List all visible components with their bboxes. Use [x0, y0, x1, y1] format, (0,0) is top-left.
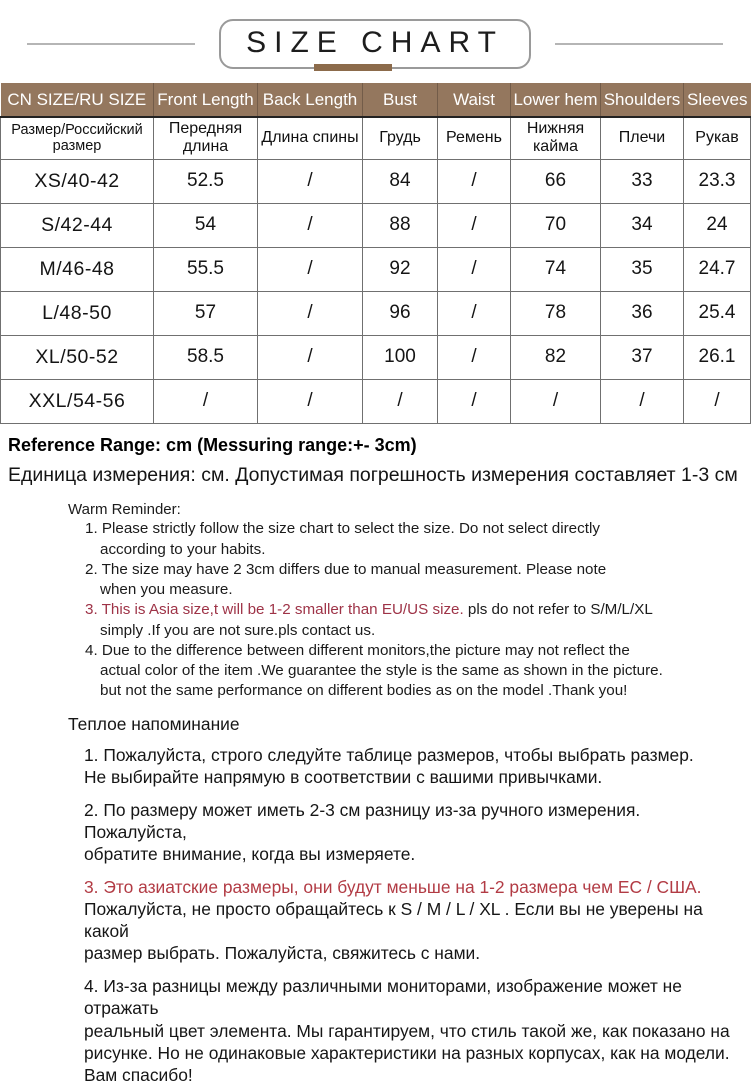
value-cell: / [438, 203, 511, 247]
column-header: Shoulders [601, 83, 684, 117]
value-cell: / [258, 379, 363, 423]
right-decorative-line [555, 43, 723, 45]
header-row-ru [1, 117, 751, 159]
value-cell: 37 [601, 335, 684, 379]
value-cell: 24.7 [684, 247, 751, 291]
title-box [219, 19, 531, 69]
value-cell: / [438, 291, 511, 335]
value-cell: 96 [363, 291, 438, 335]
value-cell: 88 [363, 203, 438, 247]
value-cell: 78 [511, 291, 601, 335]
column-header: Waist [438, 83, 511, 117]
size-table [0, 83, 751, 424]
reminder-item-en-2: 2. The size may have 2 3cm differs due to manual measurement. Please note when you measure. [85, 560, 607, 599]
value-cell: 100 [363, 335, 438, 379]
value-cell: 24 [684, 203, 751, 247]
value-cell: / [258, 159, 363, 203]
value-cell: / [601, 379, 684, 423]
size-cell: XXL/54-56 [1, 379, 154, 423]
value-cell: / [363, 379, 438, 423]
value-cell: 54 [154, 203, 258, 247]
value-cell: 23.3 [684, 159, 751, 203]
value-cell: / [258, 247, 363, 291]
table-row [1, 335, 751, 379]
value-cell: 82 [511, 335, 601, 379]
title-accent-bar [314, 64, 392, 71]
value-cell: / [258, 335, 363, 379]
value-cell: 34 [601, 203, 684, 247]
reminder-item-ru-2: 2. По размеру может иметь 2-3 см разницу из-за ручного измерения. Пожалуйста, обратите внимание, когда вы измеряете. [84, 799, 641, 864]
title-row [0, 21, 750, 66]
reminder-item-en-3-black-text: pls do not refer to S/M/L/XL simply .If you are not sure.pls contact us. [100, 601, 653, 639]
table-row [1, 159, 751, 203]
reminder-item-en-1: 1. Please strictly follow the size chart to select the size. Do not select directly according to your habits. [85, 520, 600, 558]
reminder-item-ru-1: 1. Пожалуйста, строго следуйте таблице размеров, чтобы выбрать размер. Не выбирайте напрямую в соответствии с вашими привычками. [84, 744, 694, 787]
value-cell: 55.5 [154, 247, 258, 291]
reminder-item-en-4: 4. Due to the difference between different monitors,the picture may not reflect the actual color of the item .We guarantee the style is the same as shown in the picture. but not the same performance on different bodies as on the model .Thank you! [85, 641, 663, 700]
value-cell: 92 [363, 247, 438, 291]
value-cell: / [258, 203, 363, 247]
value-cell: / [684, 379, 751, 423]
column-header-ru: Плечи [601, 117, 684, 159]
page-title: SIZE CHART [246, 25, 504, 59]
table-row [1, 203, 751, 247]
value-cell: 36 [601, 291, 684, 335]
value-cell: 58.5 [154, 335, 258, 379]
warm-reminder-ru [0, 713, 750, 1085]
reminder-item-ru-3-red-text: 3. Это азиатские размеры, они будут меньше на 1-2 размера чем ЕС / США. [84, 876, 702, 897]
column-header: CN SIZE/RU SIZE [1, 83, 154, 117]
warm-reminder-title-ru: Теплое напоминание [68, 714, 240, 735]
size-cell: XL/50-52 [1, 335, 154, 379]
reminder-item-ru-3 [0, 876, 750, 964]
reminder-item-en-3-red-text: 3. This is Asia size,t will be 1-2 smaller than EU/US size. [85, 601, 464, 619]
value-cell: / [258, 291, 363, 335]
column-header-ru: Грудь [363, 117, 438, 159]
value-cell: / [438, 335, 511, 379]
size-chart-page [0, 21, 750, 1085]
column-header-ru: Длина спины [258, 117, 363, 159]
warm-reminder-title-en: Warm Reminder: [68, 500, 181, 518]
size-cell: S/42-44 [1, 203, 154, 247]
table-row [1, 247, 751, 291]
reminder-item-ru-4: 4. Из-за разницы между различными мониторами, изображение может не отражать реальный цвет элемента. Мы гарантируем, что стиль такой же, как показано на рисунке. Но не одинаковые характеристики на разных корпусах, как на модели. Вам спасибо! [84, 976, 730, 1085]
column-header: Back Length [258, 83, 363, 117]
value-cell: / [438, 247, 511, 291]
value-cell: / [154, 379, 258, 423]
value-cell: 74 [511, 247, 601, 291]
value-cell: 26.1 [684, 335, 751, 379]
column-header: Sleeves [684, 83, 751, 117]
value-cell: 84 [363, 159, 438, 203]
value-cell: 70 [511, 203, 601, 247]
reminder-item-ru-3-black-text: Пожалуйста, не просто обращайтесь к S / M / L / XL . Если вы не уверены на какой размер выбрать. Пожалуйста, свяжитесь с нами. [84, 899, 703, 964]
value-cell: / [511, 379, 601, 423]
column-header: Lower hem [511, 83, 601, 117]
size-cell: XS/40-42 [1, 159, 154, 203]
value-cell: 52.5 [154, 159, 258, 203]
column-header: Front Length [154, 83, 258, 117]
value-cell: / [438, 379, 511, 423]
column-header-ru: Передняя длина [154, 117, 258, 159]
column-header: Bust [363, 83, 438, 117]
left-decorative-line [27, 43, 195, 45]
column-header-ru: Размер/Российский размер [1, 117, 154, 159]
size-cell: L/48-50 [1, 291, 154, 335]
reminder-item-en-3 [0, 600, 750, 640]
value-cell: / [438, 159, 511, 203]
column-header-ru: Ремень [438, 117, 511, 159]
table-row [1, 291, 751, 335]
size-cell: M/46-48 [1, 247, 154, 291]
header-row-en [1, 83, 751, 117]
reference-range-ru: Единица измерения: см. Допустимая погрешность измерения составляет 1-3 см [8, 463, 738, 486]
table-row [1, 379, 751, 423]
warm-reminder-en [0, 500, 750, 702]
column-header-ru: Рукав [684, 117, 751, 159]
value-cell: 35 [601, 247, 684, 291]
column-header-ru: Нижняя кайма [511, 117, 601, 159]
reference-range-en: Reference Range: cm (Messuring range:+- 3cm) [8, 434, 417, 455]
value-cell: 57 [154, 291, 258, 335]
value-cell: 25.4 [684, 291, 751, 335]
value-cell: 66 [511, 159, 601, 203]
value-cell: 33 [601, 159, 684, 203]
